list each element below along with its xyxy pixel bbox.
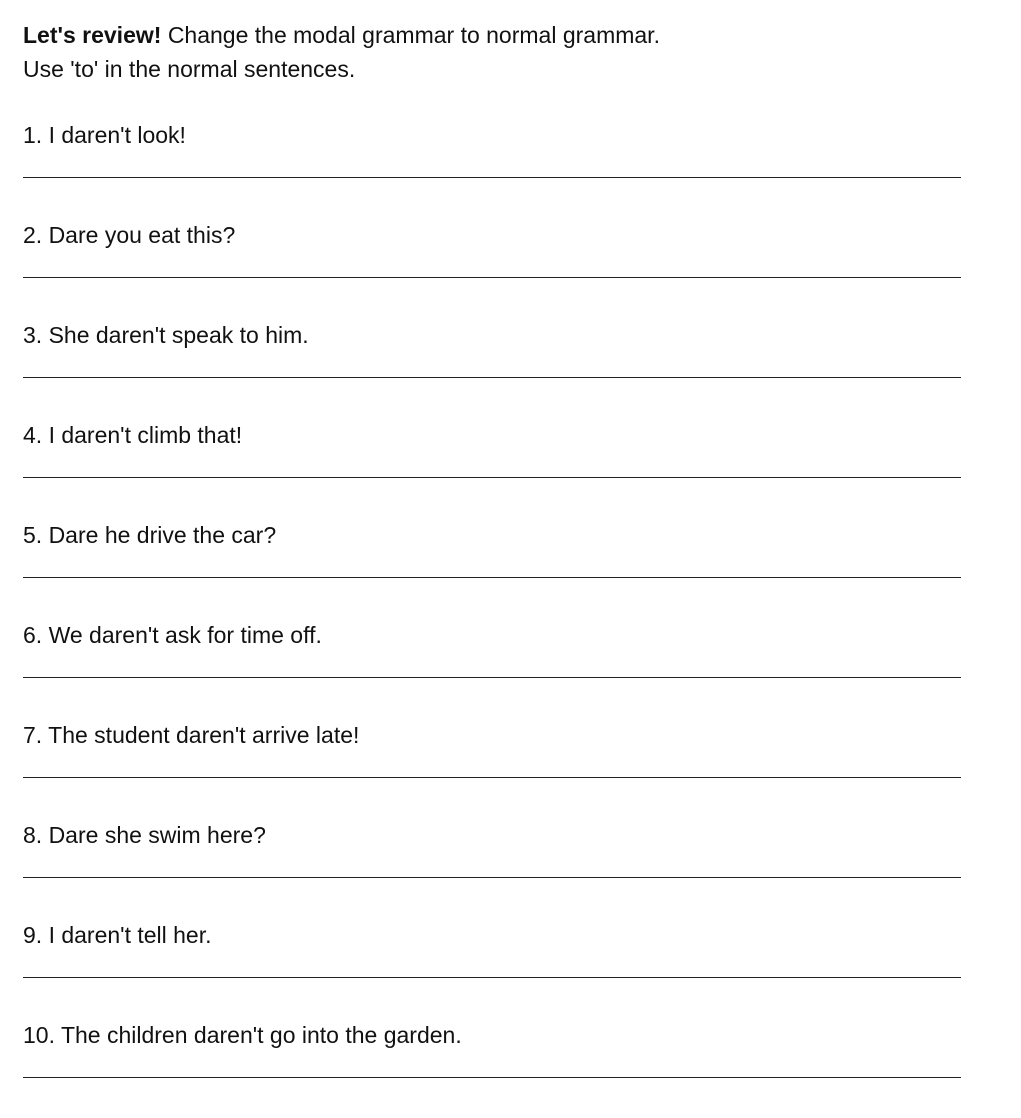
answer-line[interactable] [23, 1077, 961, 1078]
question-item [23, 418, 961, 498]
question-item [23, 1018, 961, 1098]
instructions [23, 18, 660, 86]
question-item [23, 918, 961, 998]
instructions-line-2: Use 'to' in the normal sentences. [23, 56, 356, 82]
answer-line[interactable] [23, 277, 961, 278]
question-item [23, 618, 961, 698]
question-text: 2. Dare you eat this? [23, 222, 236, 248]
question-text: 6. We daren't ask for time off. [23, 622, 322, 648]
question-text: 3. She daren't speak to him. [23, 322, 309, 348]
question-item [23, 718, 961, 798]
answer-line[interactable] [23, 877, 961, 878]
question-item [23, 518, 961, 598]
question-item [23, 318, 961, 398]
question-text: 1. I daren't look! [23, 122, 186, 148]
instructions-first-line [23, 18, 660, 52]
question-text: 8. Dare she swim here? [23, 822, 266, 848]
question-item [23, 118, 961, 198]
question-item [23, 818, 961, 898]
question-item [23, 218, 961, 298]
answer-line[interactable] [23, 777, 961, 778]
answer-line[interactable] [23, 477, 961, 478]
answer-line[interactable] [23, 577, 961, 578]
question-text: 9. I daren't tell her. [23, 922, 212, 948]
question-text: 10. The children daren't go into the garden. [23, 1022, 462, 1048]
instructions-line-1: Change the modal grammar to normal grammar. [167, 22, 660, 48]
question-text: 4. I daren't climb that! [23, 422, 243, 448]
answer-line[interactable] [23, 977, 961, 978]
question-text: 7. The student daren't arrive late! [23, 722, 360, 748]
question-text: 5. Dare he drive the car? [23, 522, 277, 548]
answer-line[interactable] [23, 677, 961, 678]
answer-line[interactable] [23, 177, 961, 178]
instructions-heading: Let's review! [23, 22, 162, 48]
answer-line[interactable] [23, 377, 961, 378]
